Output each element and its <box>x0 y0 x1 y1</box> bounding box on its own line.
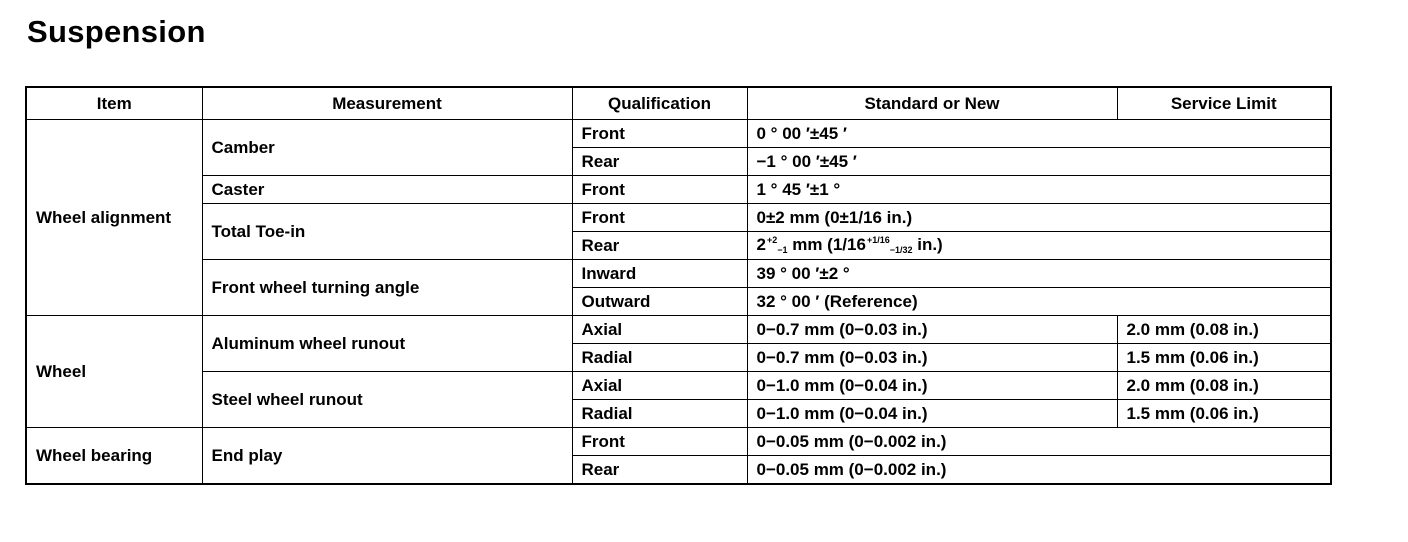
qualification-cell: Front <box>572 176 747 204</box>
standard-cell: −1 ° 00 ′±45 ′ <box>747 148 1331 176</box>
measurement-total-toe-in: Total Toe-in <box>202 204 572 260</box>
suspension-spec-table <box>25 86 1332 485</box>
page-title: Suspension <box>27 14 206 49</box>
standard-cell: 39 ° 00 ′±2 ° <box>747 260 1331 288</box>
qualification-cell: Radial <box>572 344 747 372</box>
standard-cell: 0−0.7 mm (0−0.03 in.) <box>747 316 1117 344</box>
item-wheel: Wheel <box>26 316 202 428</box>
table-row <box>26 428 1331 456</box>
standard-part: 2 <box>756 235 766 254</box>
tolerance-plus: +1/16 <box>866 235 890 245</box>
tolerance-minus: −1/32 <box>889 245 913 255</box>
standard-cell: 0 ° 00 ′±45 ′ <box>747 120 1331 148</box>
measurement-aluminum-runout: Aluminum wheel runout <box>202 316 572 372</box>
table-row <box>26 316 1331 344</box>
qualification-cell: Front <box>572 428 747 456</box>
qualification-cell: Outward <box>572 288 747 316</box>
item-wheel-bearing: Wheel bearing <box>26 428 202 485</box>
standard-cell: 0−0.05 mm (0−0.002 in.) <box>747 428 1331 456</box>
service-limit-cell: 1.5 mm (0.06 in.) <box>1117 400 1331 428</box>
standard-cell: 1 ° 45 ′±1 ° <box>747 176 1331 204</box>
qualification-cell: Rear <box>572 232 747 260</box>
tolerance-minus: −1 <box>777 245 788 255</box>
measurement-steel-runout: Steel wheel runout <box>202 372 572 428</box>
header-row <box>26 87 1331 120</box>
table-row <box>26 204 1331 232</box>
qualification-cell: Front <box>572 204 747 232</box>
table-row <box>26 176 1331 204</box>
header-service-limit: Service Limit <box>1117 87 1331 120</box>
standard-cell: 0−0.7 mm (0−0.03 in.) <box>747 344 1117 372</box>
service-limit-cell: 2.0 mm (0.08 in.) <box>1117 372 1331 400</box>
header-qualification: Qualification <box>572 87 747 120</box>
standard-part: mm (1/16 <box>787 235 866 254</box>
standard-cell: 0−0.05 mm (0−0.002 in.) <box>747 456 1331 485</box>
qualification-cell: Axial <box>572 372 747 400</box>
qualification-cell: Rear <box>572 148 747 176</box>
standard-cell: 0−1.0 mm (0−0.04 in.) <box>747 400 1117 428</box>
header-item: Item <box>26 87 202 120</box>
table-row <box>26 372 1331 400</box>
standard-cell-toe-rear <box>747 232 1331 260</box>
standard-cell: 32 ° 00 ′ (Reference) <box>747 288 1331 316</box>
standard-cell: 0−1.0 mm (0−0.04 in.) <box>747 372 1117 400</box>
measurement-turning-angle: Front wheel turning angle <box>202 260 572 316</box>
standard-part: in.) <box>912 235 943 254</box>
table-row <box>26 120 1331 148</box>
qualification-cell: Front <box>572 120 747 148</box>
table-row <box>26 260 1331 288</box>
qualification-cell: Inward <box>572 260 747 288</box>
qualification-cell: Axial <box>572 316 747 344</box>
item-wheel-alignment: Wheel alignment <box>26 120 202 316</box>
measurement-end-play: End play <box>202 428 572 485</box>
measurement-camber: Camber <box>202 120 572 176</box>
qualification-cell: Radial <box>572 400 747 428</box>
header-standard: Standard or New <box>747 87 1117 120</box>
qualification-cell: Rear <box>572 456 747 485</box>
service-limit-cell: 1.5 mm (0.06 in.) <box>1117 344 1331 372</box>
standard-cell: 0±2 mm (0±1/16 in.) <box>747 204 1331 232</box>
header-measurement: Measurement <box>202 87 572 120</box>
tolerance-plus: +2 <box>766 235 778 245</box>
measurement-caster: Caster <box>202 176 572 204</box>
service-limit-cell: 2.0 mm (0.08 in.) <box>1117 316 1331 344</box>
